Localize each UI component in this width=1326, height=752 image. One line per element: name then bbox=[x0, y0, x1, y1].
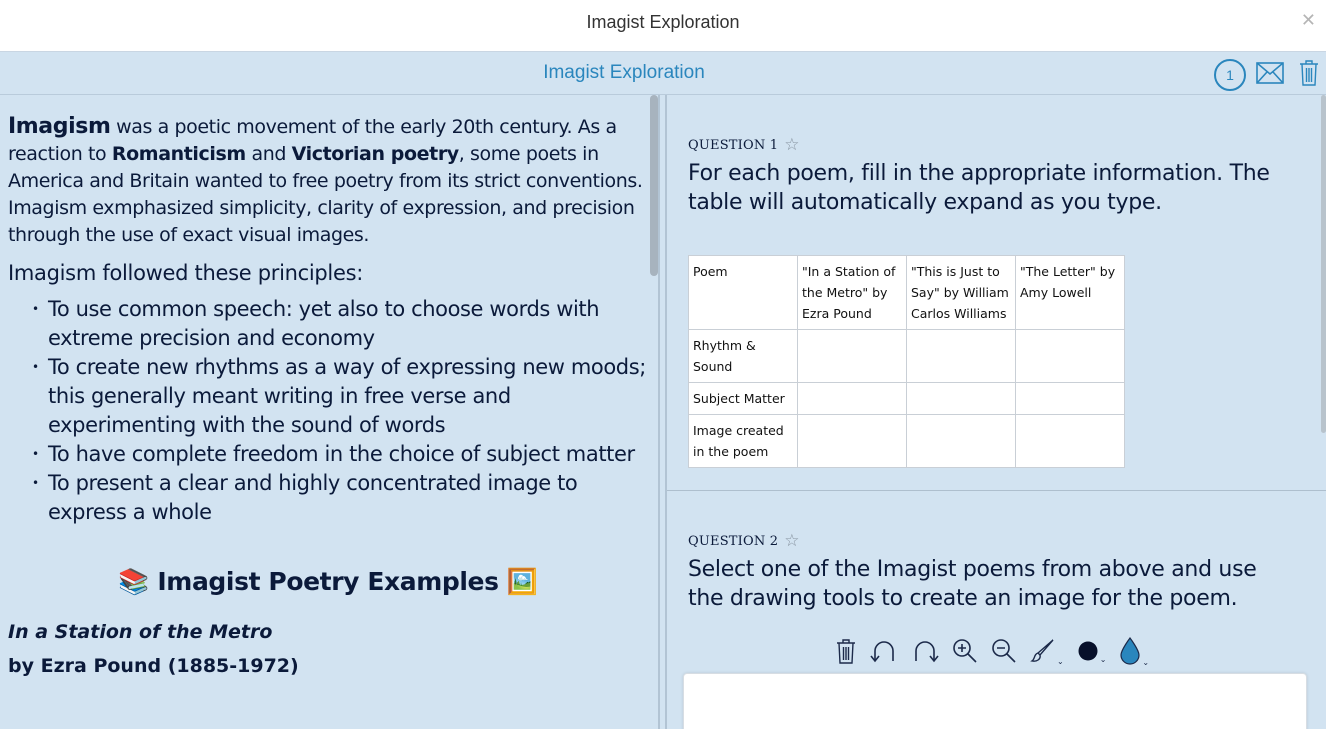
brush-icon[interactable] bbox=[1030, 638, 1064, 664]
table-cell: Subject Matter bbox=[689, 383, 798, 415]
trash-icon[interactable] bbox=[1299, 60, 1319, 91]
principle-item: • To create new rhythms as a way of expressing new moods; this generally meant writing in free verse and experimenting with the sound of words bbox=[48, 353, 648, 440]
chevron-down-icon: ⌄ bbox=[1057, 657, 1064, 666]
chevron-down-icon: ⌄ bbox=[1099, 655, 1107, 664]
table-row bbox=[689, 330, 1125, 383]
question-1-label: QUESTION 1 bbox=[688, 138, 779, 153]
question-1 bbox=[688, 135, 1298, 217]
principle-item: • To use common speech: yet also to choose words with extreme precision and economy bbox=[48, 295, 648, 353]
reading-panel bbox=[0, 95, 660, 729]
color-dot-icon bbox=[1077, 640, 1099, 662]
panel-splitter[interactable] bbox=[658, 95, 667, 729]
table-row bbox=[689, 415, 1125, 468]
window-title: Imagist Exploration bbox=[586, 12, 740, 32]
intro-text-2: and bbox=[245, 143, 292, 165]
table-input-cell[interactable] bbox=[1016, 330, 1125, 383]
table-cell: "This is Just to Say" by William Carlos Williams bbox=[907, 256, 1016, 330]
table-input-cell[interactable] bbox=[907, 383, 1016, 415]
table-input-cell[interactable] bbox=[1016, 383, 1125, 415]
table-cell: Poem bbox=[689, 256, 798, 330]
trash-icon[interactable] bbox=[835, 638, 857, 664]
table-cell: Image created in the poem bbox=[689, 415, 798, 468]
mail-icon[interactable] bbox=[1256, 62, 1284, 89]
undo-icon[interactable] bbox=[870, 639, 898, 663]
table-input-cell[interactable] bbox=[798, 415, 907, 468]
principle-item: • To have complete freedom in the choice of subject matter bbox=[48, 440, 648, 469]
reading-scrollbar[interactable] bbox=[650, 95, 658, 729]
zoom-in-icon[interactable] bbox=[952, 638, 978, 664]
examples-heading: 📚 Imagist Poetry Examples 🖼️ bbox=[118, 567, 538, 596]
principles-list bbox=[8, 295, 648, 527]
table-cell: "The Letter" by Amy Lowell bbox=[1016, 256, 1125, 330]
questions-scrollbar[interactable] bbox=[1321, 95, 1326, 433]
bottom-strip bbox=[0, 729, 1326, 752]
question-2-text: Select one of the Imagist poems from above and use the drawing tools to create an image for the poem. bbox=[688, 557, 1257, 611]
table-input-cell[interactable] bbox=[798, 383, 907, 415]
intro-paragraph bbox=[8, 113, 648, 249]
table-row bbox=[689, 383, 1125, 415]
table-header-row bbox=[689, 256, 1125, 330]
star-icon[interactable]: ☆ bbox=[784, 135, 800, 155]
principle-item: • To present a clear and highly concentrated image to express a whole bbox=[48, 469, 648, 527]
fill-picker-button[interactable] bbox=[1119, 637, 1149, 665]
activity-header bbox=[0, 52, 1326, 95]
intro-text-3: , some poets in America and Britain wanted to free poetry from its strict conventions. Imagism exmphasized simplicity, clarity of expression, and precision through the use of exact visual images. bbox=[8, 143, 643, 246]
table-cell: "In a Station of the Metro" by Ezra Pound bbox=[798, 256, 907, 330]
activity-title: Imagist Exploration bbox=[543, 62, 705, 83]
color-picker-button[interactable] bbox=[1077, 640, 1107, 662]
chevron-down-icon: ⌄ bbox=[1142, 658, 1150, 667]
close-icon[interactable]: ✕ bbox=[1300, 10, 1316, 30]
zoom-out-icon[interactable] bbox=[991, 638, 1017, 664]
poem-author: by Ezra Pound (1885-1972) bbox=[8, 655, 299, 677]
question-1-text: For each poem, fill in the appropriate information. The table will automatically expand as you type. bbox=[688, 161, 1270, 215]
question-count-badge[interactable]: 1 bbox=[1214, 59, 1246, 91]
table-input-cell[interactable] bbox=[907, 415, 1016, 468]
drawing-toolbar bbox=[835, 635, 1162, 667]
table-input-cell[interactable] bbox=[1016, 415, 1125, 468]
poem-title: In a Station of the Metro bbox=[8, 621, 273, 643]
redo-icon[interactable] bbox=[911, 639, 939, 663]
term-victorian-poetry: Victorian poetry bbox=[291, 143, 459, 165]
question-2-label: QUESTION 2 bbox=[688, 534, 779, 549]
term-imagism: Imagism bbox=[8, 114, 111, 139]
table-input-cell[interactable] bbox=[907, 330, 1016, 383]
star-icon[interactable]: ☆ bbox=[784, 531, 800, 551]
reading-scrollbar-thumb[interactable] bbox=[650, 95, 658, 276]
response-table bbox=[688, 255, 1125, 468]
table-cell: Rhythm & Sound bbox=[689, 330, 798, 383]
question-2 bbox=[688, 531, 1298, 613]
questions-panel bbox=[667, 95, 1326, 729]
table-input-cell[interactable] bbox=[798, 330, 907, 383]
drawing-canvas[interactable] bbox=[683, 673, 1307, 729]
principles-heading: Imagism followed these principles: bbox=[8, 261, 364, 285]
fill-drop-icon bbox=[1119, 637, 1141, 665]
question-divider bbox=[667, 490, 1326, 491]
window-titlebar bbox=[0, 0, 1326, 52]
term-romanticism: Romanticism bbox=[111, 143, 246, 165]
intro-text-1: was a poetic movement of the early 20th century. As a reaction to bbox=[8, 116, 617, 165]
